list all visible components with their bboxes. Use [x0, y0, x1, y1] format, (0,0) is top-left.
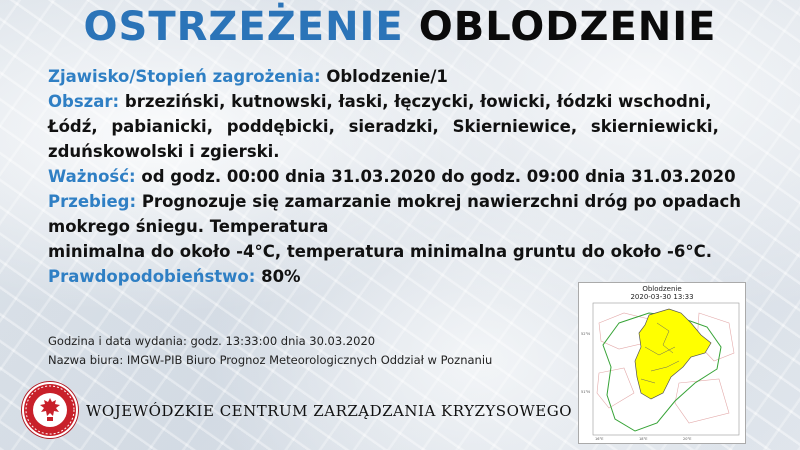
area-row — [48, 89, 752, 114]
probability-value: 80% — [261, 267, 301, 286]
course-row-2 — [48, 214, 752, 239]
phenomenon-value: Oblodzenie/1 — [326, 67, 448, 86]
warning-details — [48, 64, 752, 289]
warning-map — [578, 282, 746, 444]
footer — [20, 380, 573, 440]
course-label: Przebieg: — [48, 192, 137, 211]
title-part-warning: OSTRZEŻENIE — [83, 4, 404, 50]
course-row — [48, 189, 752, 214]
course-line-3: minimalna do około -4°C, temperatura minimalna gruntu do około -6°C. — [48, 242, 712, 261]
area-line-3: zduńskowolski i zgierski. — [48, 142, 280, 161]
issuing-office: Nazwa biura: IMGW-PIB Biuro Prognoz Meteorologicznych Oddział w Poznaniu — [48, 353, 493, 367]
map-graphic — [579, 283, 745, 443]
issue-time: Godzina i data wydania: godz. 13:33:00 dnia 30.03.2020 — [48, 334, 376, 348]
svg-text:16°E: 16°E — [595, 437, 604, 441]
course-line-1: Prognozuje się zamarzanie mokrej nawierzchni dróg po opadach — [141, 192, 742, 211]
warning-title — [0, 4, 800, 50]
issue-info — [48, 332, 492, 370]
map-title: Oblodzenie — [642, 285, 682, 293]
title-part-phenomenon: OBLODZENIE — [418, 4, 717, 50]
validity-row — [48, 164, 752, 189]
svg-text:52°N: 52°N — [581, 332, 590, 336]
area-line-1: brzeziński, kutnowski, łaski, łęczycki, łowicki, łódzki wschodni, — [124, 92, 712, 111]
course-line-2: mokrego śniegu. Temperatura — [48, 217, 329, 236]
area-row-3 — [48, 139, 752, 164]
map-timestamp: 2020-03-30 13:33 — [630, 293, 694, 301]
phenomenon-row: Zjawisko/Stopień zagrożenia: Oblodzenie/1 — [48, 67, 448, 86]
validity-label: Ważność: — [48, 167, 136, 186]
area-line-2: Łódź, pabianicki, poddębicki, sieradzki, Skierniewice, skierniewicki, — [48, 117, 719, 136]
area-label: Obszar: — [48, 92, 120, 111]
validity-value: od godz. 00:00 dnia 31.03.2020 do godz. 09:00 dnia 31.03.2020 — [141, 167, 736, 186]
area-row-2 — [48, 114, 752, 139]
svg-text:51°N: 51°N — [581, 390, 590, 394]
polish-eagle-emblem-icon — [22, 382, 78, 438]
course-row-3 — [48, 239, 752, 264]
probability-label: Prawdopodobieństwo: — [48, 267, 256, 286]
svg-text:20°E: 20°E — [683, 437, 692, 441]
organization-name: WOJEWÓDZKIE CENTRUM ZARZĄDZANIA KRYZYSOWEGO — [86, 402, 573, 420]
phenomenon-label: Zjawisko/Stopień zagrożenia — [48, 67, 314, 86]
svg-text:18°E: 18°E — [639, 437, 648, 441]
